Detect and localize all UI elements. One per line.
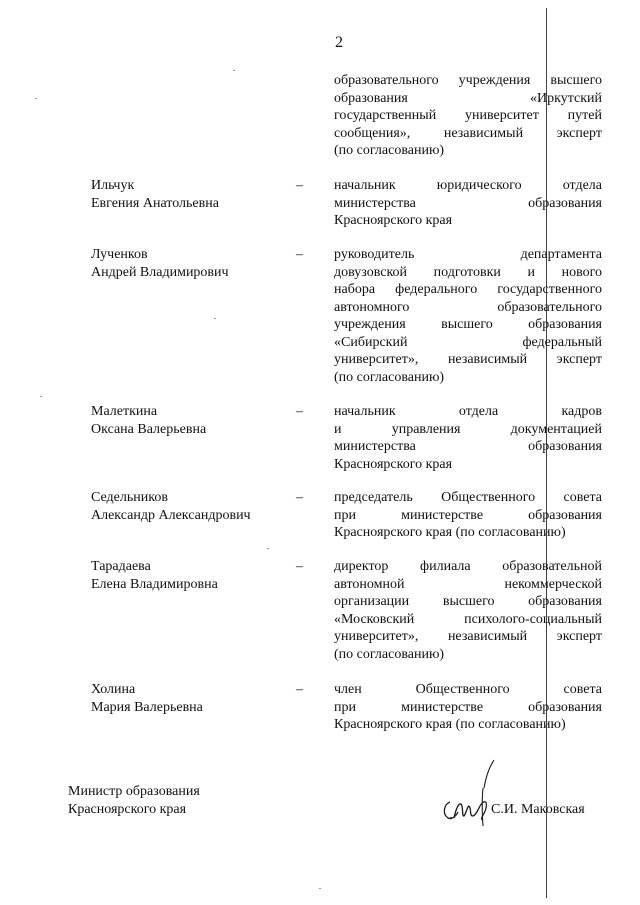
- member-surname: Седельников: [91, 490, 168, 505]
- handwritten-signature: [436, 758, 498, 828]
- member-dash: –: [296, 490, 303, 505]
- scan-speck: [233, 70, 235, 71]
- member-role: [334, 681, 602, 734]
- role-line: при министерстве образования: [334, 507, 602, 523]
- role-line: «Московский психолого-социальный: [334, 611, 602, 627]
- continuation-line: государственный университет путей: [334, 108, 602, 123]
- role-line: и управления документацией: [334, 421, 602, 437]
- member-name: [91, 177, 291, 212]
- member-role: [334, 177, 602, 230]
- continuation-line: (по согласованию): [334, 143, 445, 158]
- role-line: член Общественного совета: [334, 682, 602, 697]
- member-surname: Лученков: [91, 247, 148, 262]
- role-line: (по согласованию): [334, 369, 445, 385]
- role-line: (по согласованию): [334, 646, 445, 662]
- signature-position-line: Министр образования: [68, 784, 200, 799]
- member-dash: –: [296, 247, 303, 262]
- role-line: начальник юридического отдела: [334, 178, 602, 193]
- member-role: [334, 489, 602, 542]
- signature-position-line: Красноярского края: [68, 802, 187, 817]
- member-surname: Тарадаева: [91, 559, 151, 574]
- role-line: начальник отдела кадров: [334, 404, 602, 419]
- role-line: Красноярского края: [334, 213, 453, 228]
- role-line: автономного образовательного: [334, 299, 602, 315]
- scan-speck: [35, 98, 37, 99]
- member-given-names: Оксана Валерьевна: [91, 421, 207, 437]
- continuation-line: сообщения», независимый эксперт: [334, 125, 602, 141]
- member-surname: Холина: [91, 682, 136, 697]
- member-given-names: Александр Александрович: [91, 507, 251, 523]
- member-role: [334, 403, 602, 473]
- role-line: Красноярского края (по согласованию): [334, 717, 566, 732]
- member-dash: –: [296, 404, 303, 419]
- scan-speck: [214, 318, 216, 319]
- member-given-names: Мария Валерьевна: [91, 699, 203, 715]
- member-name: [91, 489, 291, 524]
- member-given-names: Андрей Владимирович: [91, 264, 229, 280]
- role-line: руководитель департамента: [334, 247, 602, 262]
- role-line: довузовской подготовки и нового: [334, 264, 602, 280]
- role-line: университет», независимый эксперт: [334, 352, 602, 367]
- role-line: набора федерального государственного: [334, 282, 602, 297]
- member-given-names: Елена Владимировна: [91, 576, 218, 592]
- continuation-line: образования «Иркутский: [334, 90, 602, 106]
- member-surname: Малеткина: [91, 404, 158, 419]
- member-name: [91, 681, 291, 716]
- role-line: университет», независимый эксперт: [334, 629, 602, 644]
- signatory-name: С.И. Маковская: [491, 802, 585, 817]
- role-line: организации высшего образования: [334, 594, 602, 609]
- signature-position: [68, 783, 288, 819]
- continuation-text: [334, 72, 602, 160]
- scan-speck: [319, 888, 321, 889]
- scan-speck: [40, 396, 42, 397]
- member-role: [334, 246, 602, 386]
- role-line: Красноярского края: [334, 456, 453, 472]
- role-line: «Сибирский федеральный: [334, 334, 602, 350]
- role-line: министерства образования: [334, 195, 602, 211]
- role-line: учреждения высшего образования: [334, 317, 602, 332]
- role-line: директор филиала образовательной: [334, 559, 602, 574]
- member-name: [91, 558, 291, 593]
- member-name: [91, 403, 291, 438]
- role-line: председатель Общественного совета: [334, 490, 602, 505]
- role-line: при министерстве образования: [334, 699, 602, 715]
- member-role: [334, 558, 602, 663]
- member-dash: –: [296, 559, 303, 574]
- member-dash: –: [296, 178, 303, 193]
- member-surname: Ильчук: [91, 178, 135, 193]
- scan-speck: [267, 548, 269, 549]
- role-line: автономной некоммерческой: [334, 576, 602, 592]
- page-number: 2: [335, 34, 343, 51]
- member-given-names: Евгения Анатольевна: [91, 195, 219, 211]
- member-dash: –: [296, 682, 303, 697]
- member-name: [91, 246, 291, 281]
- role-line: министерства образования: [334, 439, 602, 454]
- continuation-line: образовательного учреждения высшего: [334, 73, 602, 88]
- role-line: Красноярского края (по согласованию): [334, 525, 566, 540]
